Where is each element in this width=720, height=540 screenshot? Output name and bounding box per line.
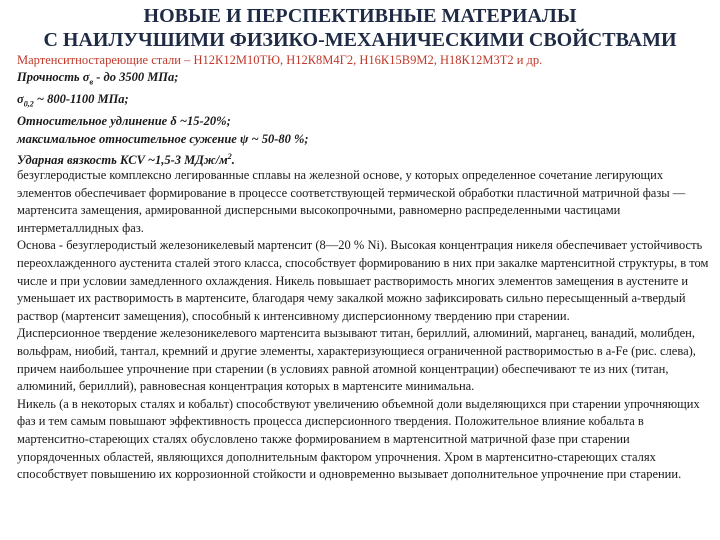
property-strength xyxy=(17,69,717,91)
steel-grades-line: Мартенситностареющие стали – Н12К12М10ТЮ, Н12К8М4Г2, Н16К15В9М2, Н18К12М3Т2 и др. xyxy=(17,53,543,67)
property-yield xyxy=(17,91,717,113)
paragraph-hardening: Дисперсионное твердение железоникелевого мартенсита вызывают титан, бериллий, алюминий, марганец, ванадий, молибден, вольфрам, ниобий, тантал, кремний и другие элементы, характеризующиеся ограниченной растворимостью в а-Fe (рис. слева), причем наибольшее упрочнение при старении (в условиях равной атомной концентрации) обеспечивают те из них (титан, алюминий, бериллий), равновесная концентрация которых в мартенсите минимальна. xyxy=(17,326,696,394)
impact-label: Ударная вязкость KCV ~1,5-3 МДж/м xyxy=(17,153,228,168)
impact-suffix: . xyxy=(231,153,235,168)
yield-value: ~ 800-1100 МПа; xyxy=(33,92,129,106)
strength-label: Прочность σ xyxy=(17,70,90,84)
strength-subscript: в xyxy=(89,77,94,87)
impact-superscript: 2 xyxy=(227,152,232,161)
property-reduction: максимальное относительное сужение ψ ~ 50-80 %; xyxy=(17,131,309,146)
property-elongation: Относительное удлинение δ ~15-20%; xyxy=(17,114,231,128)
body-text xyxy=(17,167,710,484)
slide-title-line-1: НОВЫЕ И ПЕРСПЕКТИВНЫЕ МАТЕРИАЛЫ xyxy=(143,5,577,27)
yield-subscript: 0,2 xyxy=(23,99,34,109)
strength-value: - до 3500 МПа; xyxy=(93,70,179,84)
paragraph-definition: безуглеродистые комплексно легированные сплавы на железной основе, у которых определенное сочетание легирующих элементов обеспечивает формирование в процессе соответствующей термической обработки пластичной матричной фазы — мартенсита замещения, армированной дисперсными высокопрочными, равномерно распределенными частицами интерметаллидных фаз. xyxy=(17,168,686,235)
yield-symbol: σ xyxy=(17,92,24,106)
properties-list xyxy=(17,69,717,170)
paragraph-basis: Основа - безуглеродистый железоникелевый мартенсит (8—20 % Ni). Высокая концентрация никеля обеспечивает устойчивость переохлажденного аустенита сталей этого класса, способствует формированию в них при закалке мартенситной структуры, в том числе и при условии замедленного охлаждения. Никель повышает растворимость многих элементов замещения в аустените и уменьшает их растворимость в мартенсите, благодаря чему закалкой можно зафиксировать сильно пересыщенный а-твердый раствор (мартенсит замещения), способный к интенсивному дисперсионному твердению при старении. xyxy=(17,238,709,323)
paragraph-nickel-cobalt: Никель (а в некоторых сталях и кобальт) способствуют увеличению объемной доли выделяющихся при старении упрочняющих фаз и тем самым повышают эффективность процесса дисперсионного твердения. Положительное влияние кобальта в мартенситно-стареющих сталях обусловлено также формированием в мартенситной матричной фазе при старении упорядоченных областей, являющихся дополнительным фактором упрочнения. Хром в мартенситно-стареющих сталях способствует повышению их коррозионной стойкости и одновременно вызывает дополнительное упрочнение при старении. xyxy=(17,396,700,482)
slide-title-line-2: С НАИЛУЧШИМИ ФИЗИКО-МЕХАНИЧЕСКИМИ СВОЙСТВАМИ xyxy=(43,29,677,51)
